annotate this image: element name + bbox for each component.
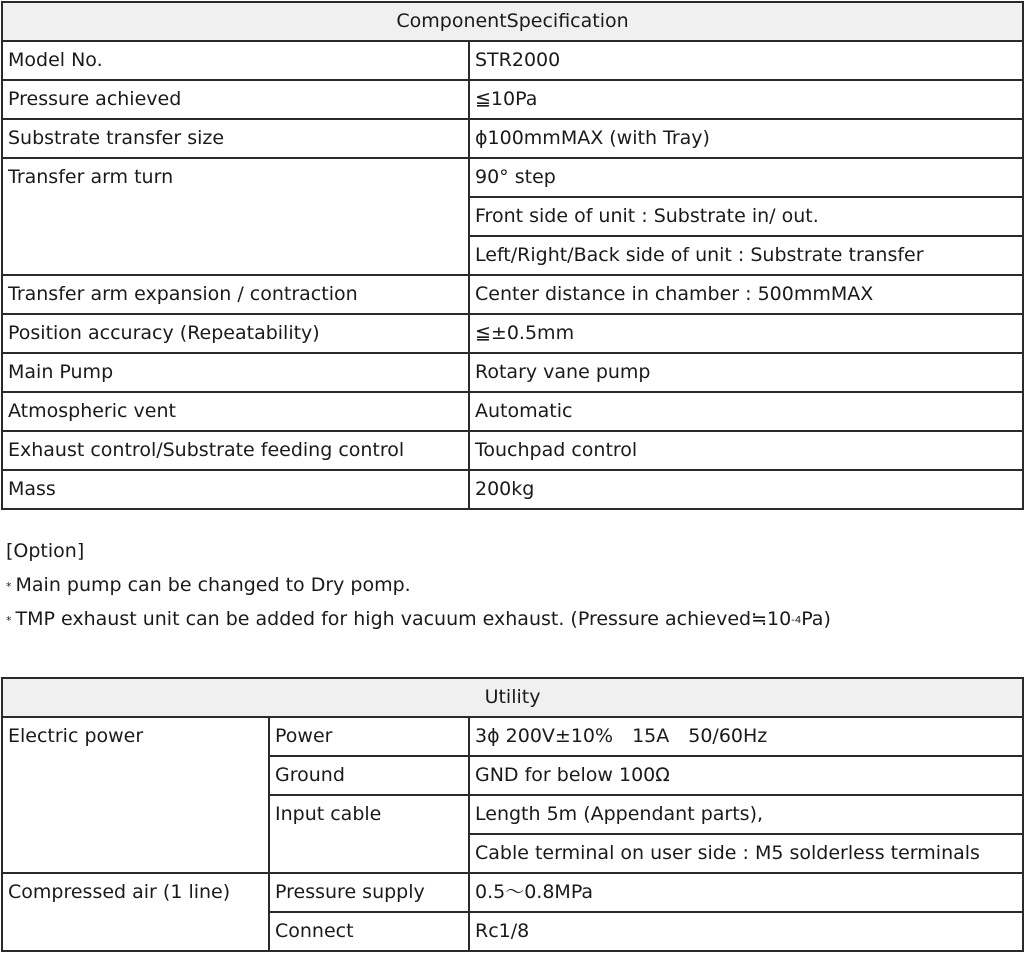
row-value: Rotary vane pump xyxy=(469,353,1023,392)
item-label: Ground xyxy=(269,756,469,795)
row-value: Touchpad control xyxy=(469,431,1023,470)
table-header-row xyxy=(2,678,1023,717)
option-note xyxy=(6,568,831,602)
item-label: Pressure supply xyxy=(269,873,469,912)
row-value: Left/Right/Back side of unit : Substrate transfer xyxy=(469,236,1023,275)
item-label: Input cable xyxy=(269,795,469,873)
spec-table-title: ComponentSpecification xyxy=(2,2,1023,41)
row-value: ≦±0.5mm xyxy=(469,314,1023,353)
row-value: Front side of unit : Substrate in/ out. xyxy=(469,197,1023,236)
table-row xyxy=(2,431,1023,470)
component-specification-table xyxy=(1,1,1024,510)
item-label: Connect xyxy=(269,912,469,951)
row-label: Substrate transfer size xyxy=(2,119,469,158)
row-label: Main Pump xyxy=(2,353,469,392)
table-header-row xyxy=(2,2,1023,41)
row-value: ≦10Pa xyxy=(469,80,1023,119)
table-row xyxy=(2,41,1023,80)
table-row xyxy=(2,873,1023,912)
option-note-text: Main pump can be changed to Dry pomp. xyxy=(15,574,411,596)
table-row xyxy=(2,392,1023,431)
row-label: Transfer arm expansion / contraction xyxy=(2,275,469,314)
table-row xyxy=(2,717,1023,756)
item-value: GND for below 100Ω xyxy=(469,756,1023,795)
row-value: Center distance in chamber : 500mmMAX xyxy=(469,275,1023,314)
option-note-text-end: Pa) xyxy=(801,608,831,630)
exponent: -4 xyxy=(791,615,802,626)
group-label: Compressed air (1 line) xyxy=(2,873,269,951)
row-label: Pressure achieved xyxy=(2,80,469,119)
row-value: 90° step xyxy=(469,158,1023,197)
row-value: ϕ100mmMAX (with Tray) xyxy=(469,119,1023,158)
table-row xyxy=(2,314,1023,353)
item-value: Rc1/8 xyxy=(469,912,1023,951)
table-row xyxy=(2,80,1023,119)
option-note-text: TMP exhaust unit can be added for high vacuum exhaust. (Pressure achieved≒10 xyxy=(15,608,792,630)
option-note xyxy=(6,602,831,636)
row-label: Model No. xyxy=(2,41,469,80)
row-value: Automatic xyxy=(469,392,1023,431)
option-notes xyxy=(6,534,831,636)
utility-table-title: Utility xyxy=(2,678,1023,717)
option-heading: [Option] xyxy=(6,540,85,562)
table-row xyxy=(2,275,1023,314)
row-label: Position accuracy (Repeatability) xyxy=(2,314,469,353)
table-row xyxy=(2,158,1023,197)
asterisk-mark: * xyxy=(6,580,12,593)
asterisk-mark: * xyxy=(6,614,12,627)
table-row xyxy=(2,470,1023,509)
item-value: 3ϕ 200V±10% 15A 50/60Hz xyxy=(469,717,1023,756)
item-value: Length 5m (Appendant parts), xyxy=(469,795,1023,834)
row-label: Transfer arm turn xyxy=(2,158,469,275)
row-label: Mass xyxy=(2,470,469,509)
row-label: Atmospheric vent xyxy=(2,392,469,431)
item-value: Cable terminal on user side : M5 solderless terminals xyxy=(469,834,1023,873)
utility-table xyxy=(1,677,1024,952)
row-value: STR2000 xyxy=(469,41,1023,80)
item-label: Power xyxy=(269,717,469,756)
table-row xyxy=(2,119,1023,158)
row-value: 200kg xyxy=(469,470,1023,509)
group-label: Electric power xyxy=(2,717,269,873)
table-row xyxy=(2,353,1023,392)
item-value: 0.5～0.8MPa xyxy=(469,873,1023,912)
row-label: Exhaust control/Substrate feeding control xyxy=(2,431,469,470)
